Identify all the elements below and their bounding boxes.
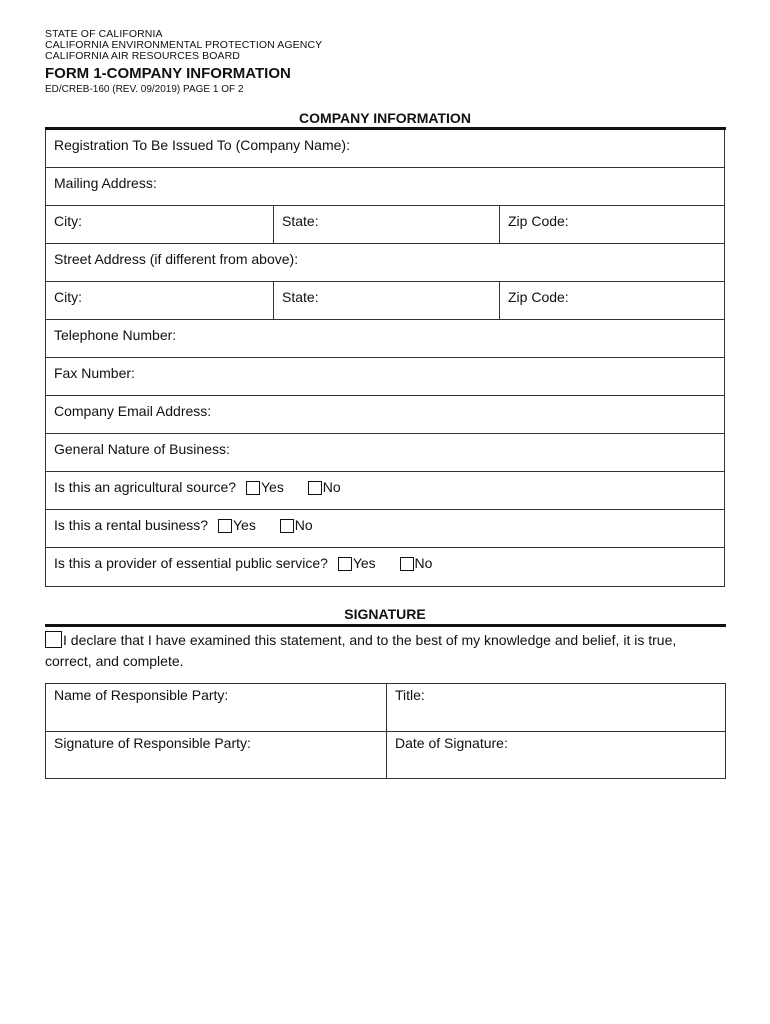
registration-field[interactable]: Registration To Be Issued To (Company Name): [54, 137, 350, 153]
rental-yes-label: Yes [232, 517, 256, 533]
essential-yes-option [338, 555, 376, 571]
signature-section-rule [45, 624, 726, 627]
state-label: STATE OF CALIFORNIA [45, 28, 163, 40]
essential-yes-checkbox[interactable] [338, 557, 352, 571]
mailing-zip-field[interactable]: Zip Code: [499, 206, 724, 243]
mailing-address-row [46, 168, 724, 206]
essential-service-question: Is this a provider of essential public service? [54, 555, 328, 571]
agricultural-no-checkbox[interactable] [308, 481, 322, 495]
declaration-text: I declare that I have examined this statement, and to the best of my knowledge and belief, it is true, correct, and complete. [45, 632, 677, 669]
essential-no-checkbox[interactable] [400, 557, 414, 571]
agricultural-no-label: No [322, 479, 341, 495]
street-address-field[interactable]: Street Address (if different from above): [54, 251, 299, 267]
agricultural-no-option [308, 479, 341, 495]
street-city-state-zip-row [46, 282, 724, 320]
rental-no-label: No [294, 517, 313, 533]
telephone-row [46, 320, 724, 358]
signature-grid [45, 683, 726, 779]
agricultural-yes-checkbox[interactable] [246, 481, 260, 495]
essential-no-label: No [414, 555, 433, 571]
rental-yes-option [218, 517, 256, 533]
essential-yes-label: Yes [352, 555, 376, 571]
registration-row [46, 130, 724, 168]
agricultural-yes-label: Yes [260, 479, 284, 495]
company-info-grid [45, 130, 725, 587]
agricultural-row [46, 472, 724, 510]
mailing-city-state-zip-row [46, 206, 724, 244]
signature-section-title: SIGNATURE [344, 606, 426, 622]
nature-row [46, 434, 724, 472]
agricultural-yes-option [246, 479, 284, 495]
street-zip-field[interactable]: Zip Code: [499, 282, 724, 319]
email-field[interactable]: Company Email Address: [54, 403, 212, 419]
fax-field[interactable]: Fax Number: [54, 365, 135, 381]
form-title: FORM 1-COMPANY INFORMATION [45, 65, 291, 82]
street-address-row [46, 244, 724, 282]
agricultural-question: Is this an agricultural source? [54, 479, 237, 495]
essential-service-row [46, 548, 724, 586]
rental-question: Is this a rental business? [54, 517, 209, 533]
rental-no-checkbox[interactable] [280, 519, 294, 533]
fax-row [46, 358, 724, 396]
signature-field[interactable]: Signature of Responsible Party: [54, 735, 251, 751]
mailing-city-field[interactable]: City: [54, 213, 82, 229]
declaration-checkbox[interactable] [45, 631, 62, 648]
responsible-party-name-field[interactable]: Name of Responsible Party: [54, 687, 229, 703]
nature-of-business-field[interactable]: General Nature of Business: [54, 441, 230, 457]
street-city-field[interactable]: City: [54, 289, 82, 305]
mailing-address-field[interactable]: Mailing Address: [54, 175, 157, 191]
rental-yes-checkbox[interactable] [218, 519, 232, 533]
agency-label: CALIFORNIA ENVIRONMENTAL PROTECTION AGENCY [45, 39, 323, 51]
form-header [45, 29, 725, 95]
telephone-field[interactable]: Telephone Number: [54, 327, 177, 343]
rental-no-option [280, 517, 313, 533]
declaration [45, 630, 725, 672]
board-label: CALIFORNIA AIR RESOURCES BOARD [45, 50, 240, 62]
mailing-state-field[interactable]: State: [273, 206, 499, 243]
company-section-title: COMPANY INFORMATION [299, 110, 471, 126]
signature-date-field[interactable]: Date of Signature: [386, 732, 725, 778]
signature-row-2 [46, 731, 725, 778]
street-state-field[interactable]: State: [273, 282, 499, 319]
essential-no-option [400, 555, 433, 571]
rental-row [46, 510, 724, 548]
form-code: ED/CREB-160 (REV. 09/2019) PAGE 1 OF 2 [45, 84, 244, 95]
signature-row-1 [46, 684, 725, 731]
email-row [46, 396, 724, 434]
title-field[interactable]: Title: [386, 684, 725, 731]
